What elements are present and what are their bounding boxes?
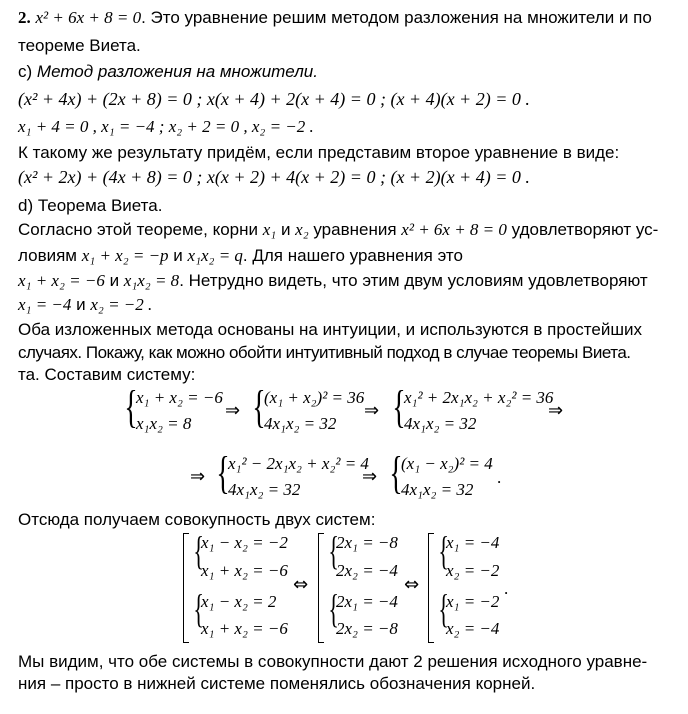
system-row: x₁² + 2x₁x₂ + x₂² = 36 xyxy=(404,388,554,407)
system-row: (x₁ − x₂)² = 4 xyxy=(401,454,493,473)
system-row: x₁ + x₂ = −6 xyxy=(201,619,288,638)
iff-icon: ⇔ xyxy=(293,574,309,595)
root-x2: x₂ xyxy=(295,220,309,239)
brace-icon: { xyxy=(438,586,449,631)
equation: x² + 6x + 8 = 0 xyxy=(401,220,507,239)
implies-icon: ⇒ xyxy=(225,400,241,421)
system-row: x₁² − 2x₁x₂ + x₂² = 4 xyxy=(228,454,369,473)
section-d-heading: d) Теорема Виета. xyxy=(18,196,163,215)
section-label: c) xyxy=(18,62,33,81)
problem-line-2 xyxy=(18,36,141,56)
brace-icon: { xyxy=(193,586,204,631)
implies-icon: ⇒ xyxy=(548,400,564,421)
brace-icon: { xyxy=(328,528,339,573)
vieta-line-3 xyxy=(18,271,648,291)
square-bracket-icon xyxy=(183,533,189,643)
system-row: 2x₁ = −8 xyxy=(336,533,398,552)
equation-main: x² + 6x + 8 = 0 xyxy=(35,8,142,27)
system-row: (x₁ + x₂)² = 36 xyxy=(264,388,365,407)
system-row: x₁ − x₂ = −2 xyxy=(201,533,288,552)
brace-icon: { xyxy=(124,381,138,432)
text: . Для нашего уравнения это xyxy=(242,246,463,265)
square-bracket-icon xyxy=(318,533,324,643)
period: . xyxy=(504,579,509,598)
brace-icon: { xyxy=(389,447,403,498)
system-row: x₁x₂ = 8 xyxy=(136,414,192,433)
system-row: x₁ + x₂ = −6 xyxy=(201,561,288,580)
system-row: 4x₁x₂ = 32 xyxy=(401,480,474,499)
implies-icon: ⇒ xyxy=(190,466,206,487)
problem-number: 2. xyxy=(18,8,31,27)
system-row: 4x₁x₂ = 32 xyxy=(228,480,301,499)
brace-icon: { xyxy=(328,586,339,631)
brace-icon: { xyxy=(392,381,406,432)
text: и xyxy=(280,220,291,239)
implies-icon: ⇒ xyxy=(362,466,378,487)
intro-text: . Это уравнение решим методом разложения на множители и по xyxy=(141,8,652,27)
square-bracket-icon xyxy=(428,533,434,643)
text: Согласно этой теореме, корни xyxy=(18,220,258,239)
system-row: x₂ = −2 xyxy=(446,561,500,580)
system-row: 2x₁ = −4 xyxy=(336,592,398,611)
system-row: x₁ = −2 xyxy=(446,592,500,611)
text: и xyxy=(173,246,183,265)
system-row: 4x₁x₂ = 32 xyxy=(264,414,337,433)
text: и xyxy=(76,295,86,314)
brace-icon: { xyxy=(193,528,204,573)
text: ловиям xyxy=(18,246,77,265)
paragraph-line: та. Составим систему: xyxy=(18,365,196,384)
system-row: 4x₁x₂ = 32 xyxy=(404,414,477,433)
implies-icon: ⇒ xyxy=(364,400,380,421)
collection-2 xyxy=(318,528,418,643)
factorization-equation-1: (x² + 4x) + (2x + 8) = 0 ; x(x + 4) + 2(x + 4) = 0 ; (x + 4)(x + 2) = 0 . xyxy=(18,89,530,109)
text: . Нетрудно видеть, что этим двум условиям удовлетворяют xyxy=(179,271,648,290)
intro-text-cont: теореме Виета. xyxy=(18,36,141,55)
text: уравнения xyxy=(313,220,397,239)
iff-icon: ⇔ xyxy=(404,574,420,595)
condition-sum: x₁ + x₂ = −p xyxy=(81,246,169,265)
collection-3 xyxy=(428,528,518,643)
system-row: 2x₂ = −8 xyxy=(336,619,398,638)
root-value: x₁ = −4 xyxy=(18,295,72,314)
root-value: x₂ = −2 . xyxy=(90,295,153,314)
condition-product: x₁x₂ = 8 xyxy=(123,271,180,290)
root-x1: x₁ xyxy=(262,220,277,239)
vieta-line-4 xyxy=(18,295,152,315)
system-row: x₁ − x₂ = 2 xyxy=(201,592,277,611)
paragraph-line: Оба изложенных метода основаны на интуиции, и используются в простейших xyxy=(18,320,642,339)
roots-line: x₁ + 4 = 0 , x₁ = −4 ; x₂ + 2 = 0 , x₂ = −2 . xyxy=(18,117,314,136)
factorization-equation-2: (x² + 2x) + (4x + 8) = 0 ; x(x + 2) + 4(x + 2) = 0 ; (x + 2)(x + 4) = 0 . xyxy=(18,167,530,187)
brace-icon: { xyxy=(252,381,266,432)
paragraph-line: Отсюда получаем совокупность двух систем: xyxy=(18,510,376,529)
vieta-line-1 xyxy=(18,220,658,240)
text: удовлетворяют ус- xyxy=(511,220,659,239)
paragraph-line: случаях. Покажу, как можно обойти интуитивный подход в случае теоремы Виета. xyxy=(18,343,631,362)
brace-icon: { xyxy=(216,447,230,498)
condition-product: x₁x₂ = q xyxy=(187,246,243,265)
brace-icon: { xyxy=(438,528,449,573)
condition-sum: x₁ + x₂ = −6 xyxy=(18,271,105,290)
text: и xyxy=(109,271,120,290)
section-title: Метод разложения на множители. xyxy=(36,62,318,81)
section-c-heading xyxy=(18,62,318,82)
system-row: x₂ = −4 xyxy=(446,619,500,638)
system-row: x₁ + x₂ = −6 xyxy=(136,388,223,407)
problem-line-1 xyxy=(18,8,652,28)
vieta-line-2 xyxy=(18,246,463,266)
period: . xyxy=(497,468,502,487)
paragraph-line: К такому же результату придём, если представим второе уравнение в виде: xyxy=(18,143,620,162)
paragraph-line: Мы видим, что обе системы в совокупности дают 2 решения исходного уравне- xyxy=(18,652,648,671)
paragraph-line: ния – просто в нижней системе поменялись обозначения корней. xyxy=(18,674,536,693)
system-row: x₁ = −4 xyxy=(446,533,500,552)
system-row: 2x₂ = −4 xyxy=(336,561,398,580)
